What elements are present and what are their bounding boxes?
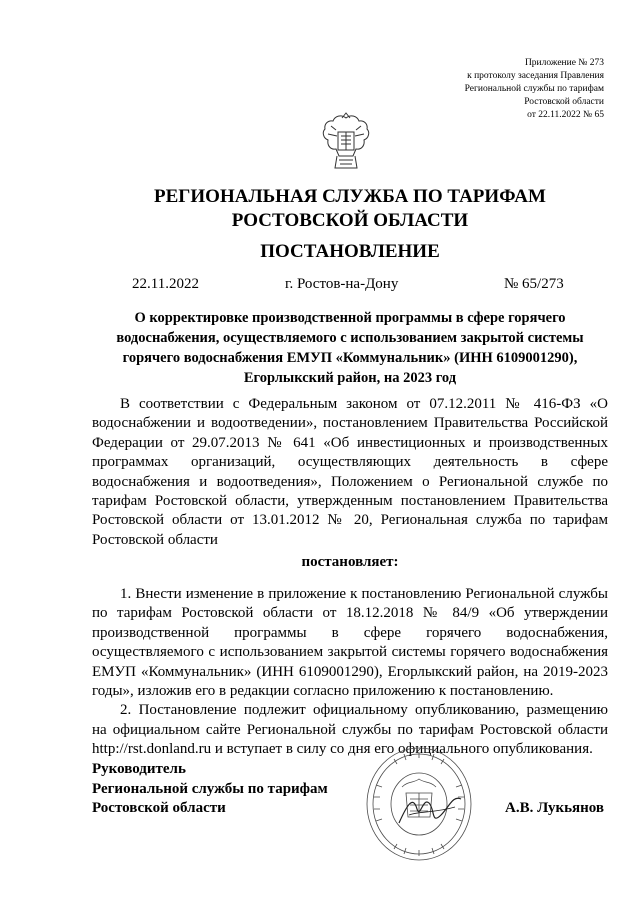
coat-of-arms-icon [319, 112, 373, 174]
organization-name [60, 185, 640, 233]
annex-line: от 22.11.2022 № 65 [527, 110, 604, 120]
signatory-name: А.В. Лукьянов [505, 800, 604, 816]
document-city: г. Ростов-на-Дону [285, 276, 399, 292]
subject-line: водоснабжения, осуществляемого с использованием закрытой системы [116, 330, 584, 346]
signatory-title-line: Региональной службы по тарифам [92, 780, 328, 797]
subject-line: горячего водоснабжения ЕМУП «Коммунальник» (ИНН 6109001290), [122, 350, 578, 366]
handwritten-signature-icon [395, 785, 465, 835]
signatory-title [92, 760, 328, 819]
subject-line: О корректировке производственной программы в сфере горячего [134, 310, 566, 326]
clause-2: 2. Постановление подлежит официальному опубликованию, размещению на официальном сайте Региональной службы по тарифам Ростовской области http://rst.donland.ru и вступает в силу со дня его официального опубликования. [92, 702, 608, 758]
document-type: ПОСТАНОВЛЕНИЕ [260, 241, 440, 262]
annex-line: к протоколу заседания Правления [467, 71, 604, 81]
document-number: № 65/273 [504, 276, 564, 292]
annex-line: Приложение № 273 [524, 58, 604, 68]
preamble [92, 395, 608, 550]
subject-line: Егорлыкский район, на 2023 год [243, 370, 457, 386]
document-date: 22.11.2022 [132, 276, 199, 292]
org-line-1: РЕГИОНАЛЬНАЯ СЛУЖБА ПО ТАРИФАМ [154, 186, 546, 207]
annex-line: Ростовской области [524, 97, 604, 107]
annex-line: Региональной службы по тарифам [464, 84, 604, 94]
org-line-2: РОСТОВСКОЙ ОБЛАСТИ [231, 210, 469, 231]
signatory-title-line: Руководитель [92, 761, 186, 777]
clauses [92, 585, 608, 760]
signatory-title-line: Ростовской области [92, 800, 226, 816]
preamble-text: В соответствии с Федеральным законом от 07.12.2011 № 416-ФЗ «О водоснабжении и водоотведении», постановлением Правительства Российской Федерации от 29.07.2013 № 641 «Об инвестиционных и производственных программах организаций, осуществляющих деятельность в сфере водоснабжения и водоотведения», Положением о Региональной службе по тарифам Ростовской области, утвержденным постановлением Правительства Ростовской области от 13.01.2012 № 20, Региональная служба по тарифам Ростовской области [92, 396, 608, 548]
resolves-heading: постановляет: [301, 554, 399, 570]
annex-note [344, 57, 604, 122]
document-subject [62, 308, 638, 388]
clause-1: 1. Внести изменение в приложение к постановлению Региональной службы по тарифам Ростовской области от 18.12.2018 № 84/9 «Об утверждении производственной программы в сфере горячего водоснабжения, осуществляемого с использованием закрытой системы горячего водоснабжения ЕМУП «Коммунальник» (ИНН 6109001290), Егорлыкский район, на 2019-2023 годы», изложив его в редакции согласно приложению к постановлению. [92, 586, 608, 700]
